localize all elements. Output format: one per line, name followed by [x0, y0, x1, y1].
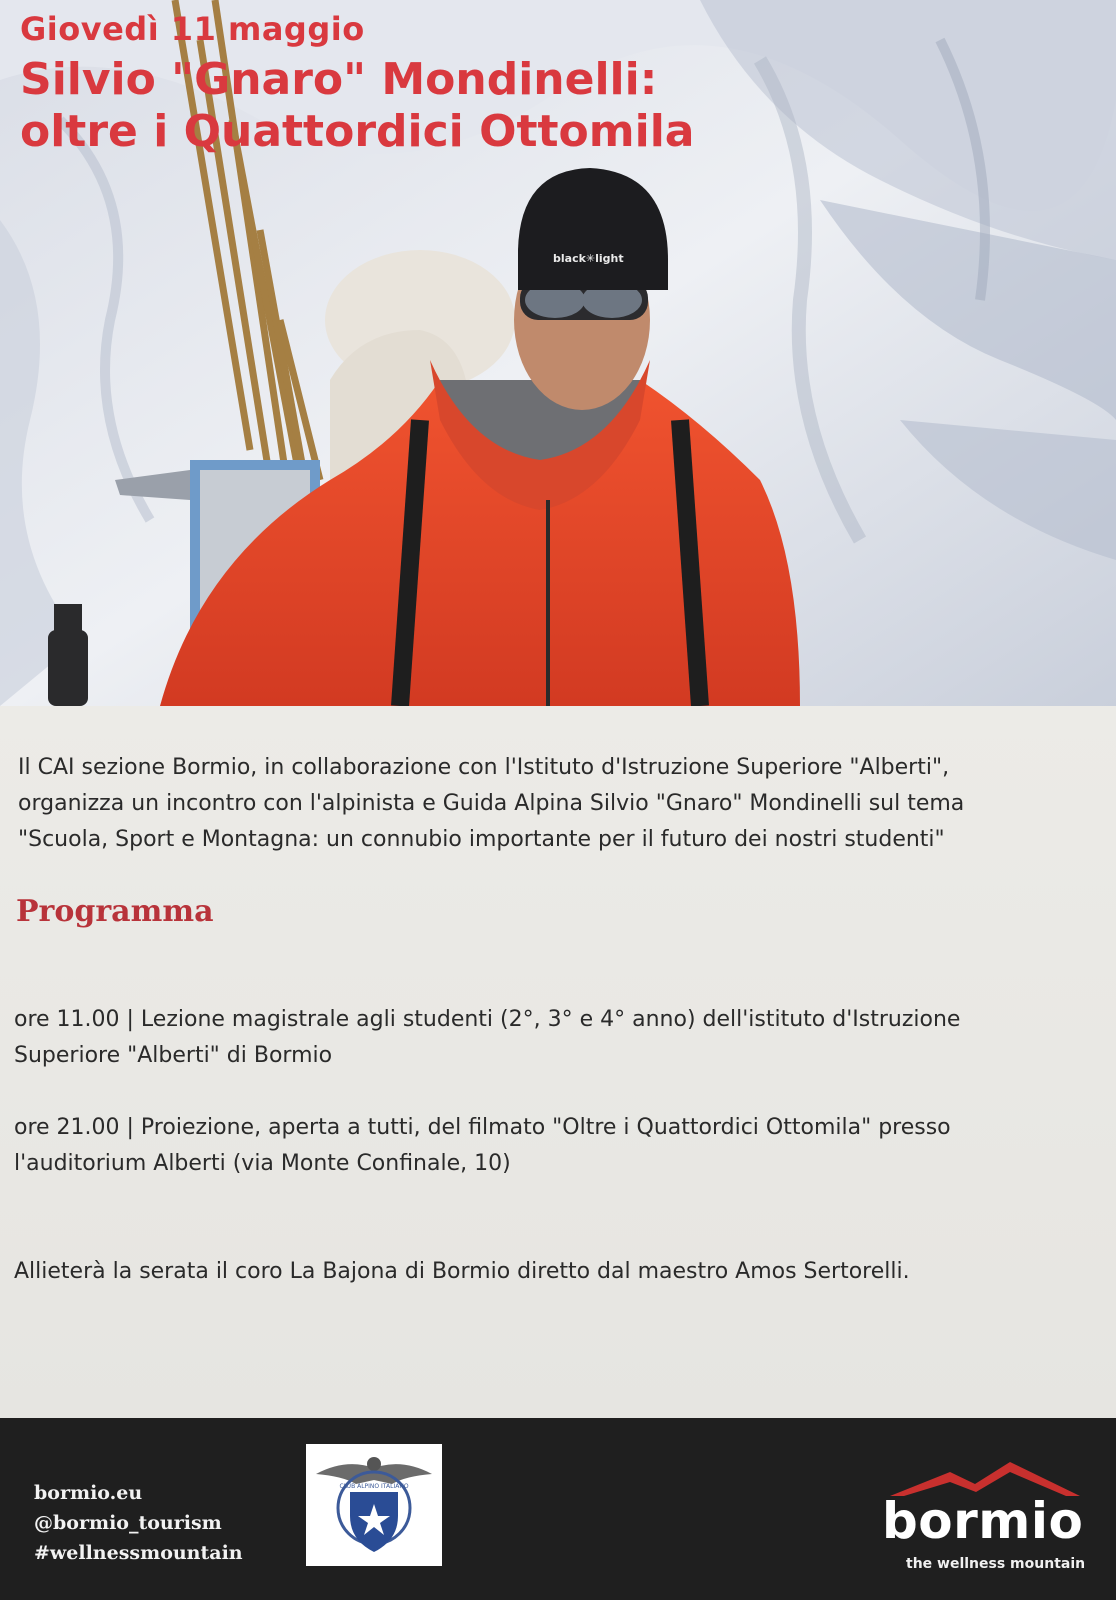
program-item-line: ore 11.00 | Lezione magistrale agli studenti (2°, 3° e 4° anno) dell'istituto d'Istruzione: [14, 1007, 961, 1032]
program-item-morning: [14, 1002, 1094, 1074]
poster-body: [0, 706, 1116, 1418]
event-title-line1: Silvio "Gnaro" Mondinelli:: [20, 54, 658, 105]
instagram-handle[interactable]: @bormio_tourism: [34, 1512, 222, 1534]
event-title-line2: oltre i Quattordici Ottomila: [20, 106, 695, 157]
event-date: Giovedì 11 maggio: [20, 10, 365, 48]
brand-name: bormio: [882, 1492, 1084, 1550]
cai-logo: [306, 1444, 442, 1566]
event-title: [20, 54, 694, 158]
cap-brand-text: black✳light: [553, 252, 624, 265]
hero-heading: [20, 10, 694, 158]
cai-eagle-shield-icon: [306, 1444, 442, 1566]
brand-tagline: the wellness mountain: [906, 1556, 1086, 1572]
hashtag-text: #wellnessmountain: [34, 1542, 243, 1564]
closing-note: Allieterà la serata il coro La Bajona di Bormio diretto dal maestro Amos Sertorelli.: [14, 1259, 910, 1284]
intro-paragraph: [18, 750, 1098, 858]
intro-line: "Scuola, Sport e Montagna: un connubio importante per il futuro dei nostri studenti": [18, 827, 945, 852]
program-item-evening: [14, 1110, 1094, 1182]
intro-line: organizza un incontro con l'alpinista e Guida Alpina Silvio "Gnaro" Mondinelli sul tema: [18, 791, 965, 816]
program-item-line: ore 21.00 | Proiezione, aperta a tutti, del filmato "Oltre i Quattordici Ottomila" presso: [14, 1115, 951, 1140]
hero-photo: [0, 0, 1116, 706]
intro-line: Il CAI sezione Bormio, in collaborazione con l'Istituto d'Istruzione Superiore "Alberti",: [18, 755, 950, 780]
cai-logo-text: CLUB ALPINO ITALIANO: [339, 1483, 409, 1490]
bormio-logo: [880, 1458, 1090, 1578]
program-item-line: Superiore "Alberti" di Bormio: [14, 1043, 333, 1068]
programma-heading: Programma: [16, 894, 214, 929]
footer-bar: [0, 1418, 1116, 1600]
footer-contacts: [34, 1478, 243, 1568]
program-item-line: l'auditorium Alberti (via Monte Confinale, 10): [14, 1151, 511, 1176]
website-link[interactable]: bormio.eu: [34, 1482, 143, 1504]
